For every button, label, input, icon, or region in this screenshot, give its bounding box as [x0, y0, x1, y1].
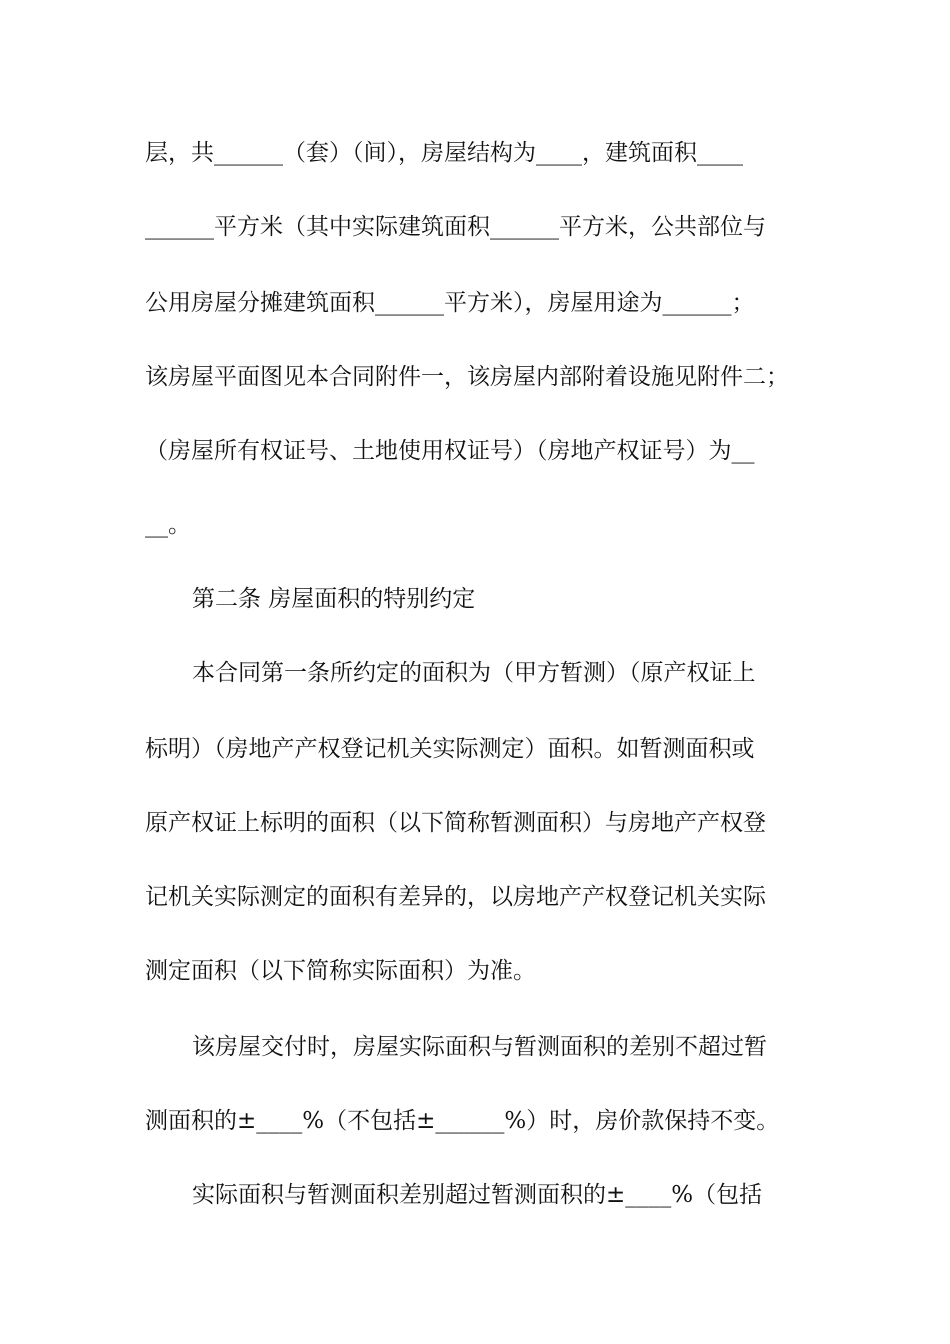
text-line-11: 记机关实际测定的面积有差异的，以房地产产权登记机关实际	[145, 884, 766, 910]
section-heading: 第二条 房屋面积的特别约定	[192, 586, 476, 612]
text-line-12: 测定面积（以下简称实际面积）为准。	[145, 958, 536, 984]
text-line-8: 本合同第一条所约定的面积为（甲方暂测）（原产权证上	[192, 660, 756, 686]
text-line-10: 原产权证上标明的面积（以下简称暂测面积）与房地产产权登	[145, 810, 766, 836]
text-line-6: __。	[145, 512, 191, 538]
text-line-15: 实际面积与暂测面积差别超过暂测面积的±____%（包括	[192, 1182, 763, 1208]
text-line-4: 该房屋平面图见本合同附件一，该房屋内部附着设施见附件二；	[145, 364, 789, 390]
text-line-5: （房屋所有权证号、土地使用权证号）（房地产权证号）为__	[145, 438, 755, 464]
text-line-1: 层，共______（套）（间），房屋结构为____，建筑面积____	[145, 140, 743, 166]
text-line-3: 公用房屋分摊建筑面积______平方米），房屋用途为______；	[145, 290, 755, 316]
text-line-14: 测面积的±____%（不包括±______%）时，房价款保持不变。	[145, 1108, 780, 1134]
text-line-9: 标明）（房地产产权登记机关实际测定）面积。如暂测面积或	[145, 736, 755, 762]
text-line-13: 该房屋交付时，房屋实际面积与暂测面积的差别不超过暂	[192, 1034, 767, 1060]
text-line-2: ______平方米（其中实际建筑面积______平方米，公共部位与	[145, 214, 766, 240]
